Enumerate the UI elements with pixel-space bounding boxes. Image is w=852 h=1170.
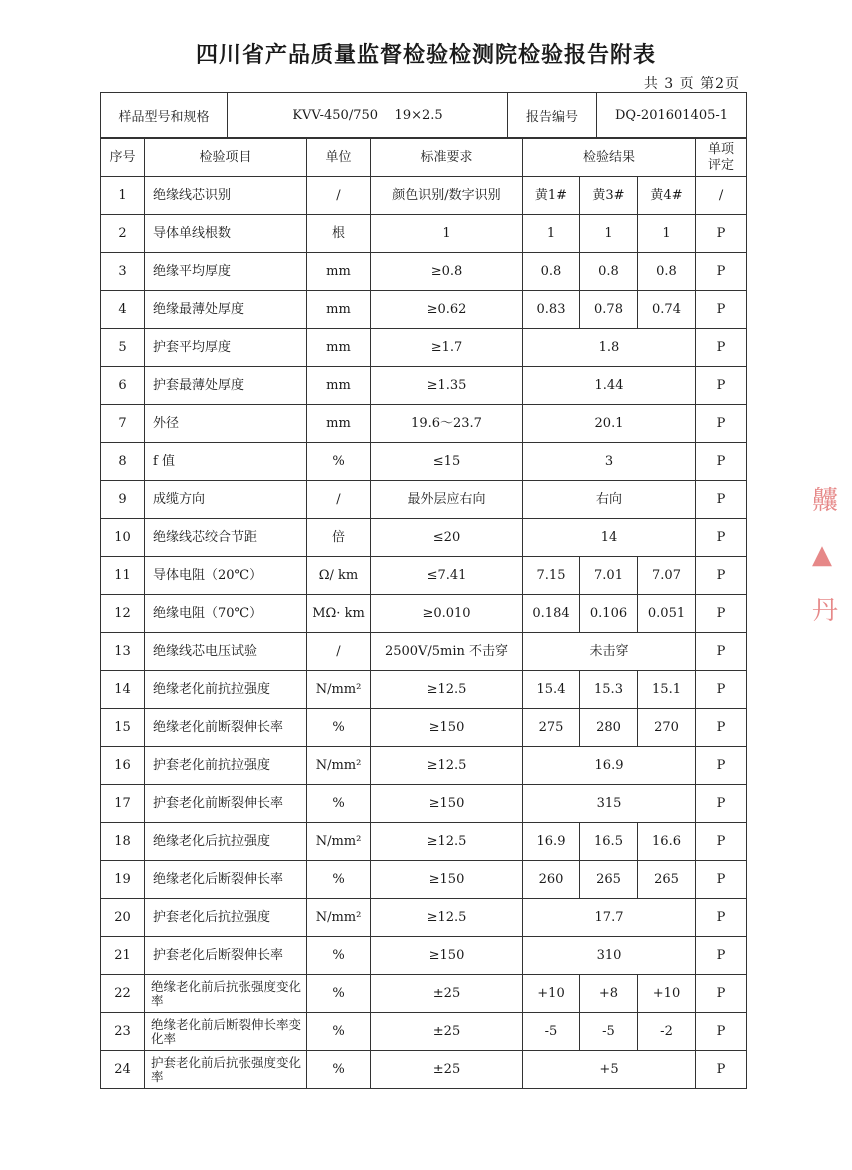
row-unit: MΩ· km <box>307 595 371 633</box>
table-row <box>101 367 747 405</box>
row-result: 0.74 <box>638 291 696 329</box>
row-result: 0.8 <box>523 253 580 291</box>
table-row <box>101 177 747 215</box>
row-number: 22 <box>101 975 145 1013</box>
table-row <box>101 785 747 823</box>
col-judge: 单项评定 <box>696 139 747 177</box>
row-item: 绝缘老化前断裂伸长率 <box>145 709 307 747</box>
table-row <box>101 861 747 899</box>
table-row <box>101 443 747 481</box>
row-standard: ≤15 <box>371 443 523 481</box>
red-stamp-mark: ▲ <box>812 540 832 570</box>
row-result: 1.44 <box>523 367 696 405</box>
row-number: 17 <box>101 785 145 823</box>
row-unit: % <box>307 861 371 899</box>
row-number: 18 <box>101 823 145 861</box>
row-number: 4 <box>101 291 145 329</box>
row-number: 7 <box>101 405 145 443</box>
table-row <box>101 747 747 785</box>
row-unit: % <box>307 709 371 747</box>
row-result: +8 <box>580 975 638 1013</box>
row-unit: mm <box>307 329 371 367</box>
row-item: 绝缘老化后抗拉强度 <box>145 823 307 861</box>
row-result: 黄1# <box>523 177 580 215</box>
row-standard: ≥0.62 <box>371 291 523 329</box>
table-row <box>101 1051 747 1089</box>
row-unit: N/mm² <box>307 747 371 785</box>
row-result: 15.3 <box>580 671 638 709</box>
row-standard: 2500V/5min 不击穿 <box>371 633 523 671</box>
row-result: 265 <box>580 861 638 899</box>
report-number-value: DQ-201601405-1 <box>597 93 747 138</box>
row-number: 5 <box>101 329 145 367</box>
row-item: 护套老化后断裂伸长率 <box>145 937 307 975</box>
row-standard: ±25 <box>371 1013 523 1051</box>
row-standard: ≤20 <box>371 519 523 557</box>
table-row <box>101 1013 747 1051</box>
row-item: 绝缘老化前后断裂伸长率变化率 <box>145 1013 307 1051</box>
row-result: 1.8 <box>523 329 696 367</box>
row-result: 16.5 <box>580 823 638 861</box>
table-row <box>101 481 747 519</box>
row-result: 280 <box>580 709 638 747</box>
row-judge: P <box>696 557 747 595</box>
row-number: 9 <box>101 481 145 519</box>
row-standard: ≥12.5 <box>371 823 523 861</box>
row-result: 15.4 <box>523 671 580 709</box>
row-number: 12 <box>101 595 145 633</box>
row-standard: ±25 <box>371 1051 523 1089</box>
row-unit: / <box>307 633 371 671</box>
row-standard: 1 <box>371 215 523 253</box>
row-number: 8 <box>101 443 145 481</box>
table-row <box>101 215 747 253</box>
row-result: 7.15 <box>523 557 580 595</box>
row-number: 21 <box>101 937 145 975</box>
row-item: 绝缘平均厚度 <box>145 253 307 291</box>
row-result: 0.8 <box>638 253 696 291</box>
row-number: 3 <box>101 253 145 291</box>
row-number: 15 <box>101 709 145 747</box>
row-item: 绝缘老化后断裂伸长率 <box>145 861 307 899</box>
row-judge: P <box>696 443 747 481</box>
row-item: 绝缘最薄处厚度 <box>145 291 307 329</box>
row-unit: % <box>307 1051 371 1089</box>
row-item: 成缆方向 <box>145 481 307 519</box>
row-item: 绝缘线芯电压试验 <box>145 633 307 671</box>
row-result: 0.78 <box>580 291 638 329</box>
row-judge: P <box>696 329 747 367</box>
row-result: 265 <box>638 861 696 899</box>
report-number-label: 报告编号 <box>508 93 597 138</box>
row-result: 16.6 <box>638 823 696 861</box>
row-unit: % <box>307 937 371 975</box>
row-standard: 最外层应右向 <box>371 481 523 519</box>
row-standard: ≤7.41 <box>371 557 523 595</box>
row-item: 绝缘老化前后抗张强度变化率 <box>145 975 307 1013</box>
row-result: 7.01 <box>580 557 638 595</box>
row-standard: ≥150 <box>371 937 523 975</box>
row-result: 3 <box>523 443 696 481</box>
table-row <box>101 671 747 709</box>
row-number: 14 <box>101 671 145 709</box>
row-unit: / <box>307 481 371 519</box>
row-item: 护套老化前抗拉强度 <box>145 747 307 785</box>
row-result: 0.8 <box>580 253 638 291</box>
row-standard: 19.6～23.7 <box>371 405 523 443</box>
table-row <box>101 975 747 1013</box>
row-judge: P <box>696 671 747 709</box>
inspection-table <box>100 138 747 1089</box>
row-item: 导体电阻（20℃） <box>145 557 307 595</box>
table-row <box>101 937 747 975</box>
row-result: 310 <box>523 937 696 975</box>
row-judge: P <box>696 405 747 443</box>
row-standard: ≥12.5 <box>371 671 523 709</box>
row-result: 0.83 <box>523 291 580 329</box>
row-result: 0.106 <box>580 595 638 633</box>
row-unit: 根 <box>307 215 371 253</box>
row-result: 0.184 <box>523 595 580 633</box>
row-unit: mm <box>307 367 371 405</box>
row-unit: % <box>307 1013 371 1051</box>
red-stamp-mark: 丹 <box>812 596 839 626</box>
row-item: 导体单线根数 <box>145 215 307 253</box>
row-judge: P <box>696 291 747 329</box>
row-item: 护套老化前断裂伸长率 <box>145 785 307 823</box>
row-result: 15.1 <box>638 671 696 709</box>
row-judge: / <box>696 177 747 215</box>
table-row <box>101 519 747 557</box>
row-standard: 颜色识别/数字识别 <box>371 177 523 215</box>
row-item: f 值 <box>145 443 307 481</box>
row-unit: mm <box>307 291 371 329</box>
row-result: -5 <box>580 1013 638 1051</box>
row-number: 2 <box>101 215 145 253</box>
row-judge: P <box>696 975 747 1013</box>
row-result: 1 <box>523 215 580 253</box>
row-judge: P <box>696 1051 747 1089</box>
row-judge: P <box>696 747 747 785</box>
row-number: 20 <box>101 899 145 937</box>
row-result: 17.7 <box>523 899 696 937</box>
row-standard: ≥1.35 <box>371 367 523 405</box>
row-result: 16.9 <box>523 747 696 785</box>
col-unit: 单位 <box>307 139 371 177</box>
row-number: 13 <box>101 633 145 671</box>
row-unit: % <box>307 785 371 823</box>
row-result: 黄3# <box>580 177 638 215</box>
row-unit: N/mm² <box>307 823 371 861</box>
row-result: -2 <box>638 1013 696 1051</box>
row-unit: mm <box>307 405 371 443</box>
row-item: 护套最薄处厚度 <box>145 367 307 405</box>
row-judge: P <box>696 481 747 519</box>
report-title: 四川省产品质量监督检验检测院检验报告附表 <box>195 43 656 68</box>
col-result: 检验结果 <box>523 139 696 177</box>
row-result: 275 <box>523 709 580 747</box>
row-result: 16.9 <box>523 823 580 861</box>
sample-info-table <box>100 92 747 138</box>
model-label: 样品型号和规格 <box>101 93 228 138</box>
row-unit: Ω/ km <box>307 557 371 595</box>
col-item: 检验项目 <box>145 139 307 177</box>
table-row <box>101 291 747 329</box>
row-judge: P <box>696 633 747 671</box>
col-seq: 序号 <box>101 139 145 177</box>
row-judge: P <box>696 595 747 633</box>
row-result: 260 <box>523 861 580 899</box>
row-standard: ≥0.010 <box>371 595 523 633</box>
row-standard: ≥0.8 <box>371 253 523 291</box>
row-item: 护套老化前后抗张强度变化率 <box>145 1051 307 1089</box>
row-number: 19 <box>101 861 145 899</box>
row-unit: N/mm² <box>307 671 371 709</box>
row-judge: P <box>696 519 747 557</box>
row-unit: mm <box>307 253 371 291</box>
row-number: 11 <box>101 557 145 595</box>
table-row <box>101 595 747 633</box>
row-item: 绝缘电阻（70℃） <box>145 595 307 633</box>
row-item: 绝缘老化前抗拉强度 <box>145 671 307 709</box>
row-result: +10 <box>523 975 580 1013</box>
row-standard: ≥150 <box>371 861 523 899</box>
row-judge: P <box>696 785 747 823</box>
row-standard: ≥1.7 <box>371 329 523 367</box>
model-value: KVV-450/750 19×2.5 <box>228 93 508 138</box>
row-unit: % <box>307 975 371 1013</box>
row-number: 24 <box>101 1051 145 1089</box>
row-number: 16 <box>101 747 145 785</box>
page-info: 共 3 页 第2页 <box>643 76 740 92</box>
row-result: +5 <box>523 1051 696 1089</box>
row-result: 270 <box>638 709 696 747</box>
table-row <box>101 709 747 747</box>
row-item: 护套老化后抗拉强度 <box>145 899 307 937</box>
row-result: 未击穿 <box>523 633 696 671</box>
row-unit: 倍 <box>307 519 371 557</box>
table-row <box>101 405 747 443</box>
row-unit: N/mm² <box>307 899 371 937</box>
row-standard: ±25 <box>371 975 523 1013</box>
row-number: 6 <box>101 367 145 405</box>
row-result: 右向 <box>523 481 696 519</box>
table-row <box>101 329 747 367</box>
table-row <box>101 253 747 291</box>
row-unit: % <box>307 443 371 481</box>
row-judge: P <box>696 367 747 405</box>
row-number: 1 <box>101 177 145 215</box>
row-result: -5 <box>523 1013 580 1051</box>
table-header-row <box>101 139 747 177</box>
row-result: 7.07 <box>638 557 696 595</box>
row-result: 黄4# <box>638 177 696 215</box>
table-row <box>101 557 747 595</box>
table-row <box>101 633 747 671</box>
row-number: 23 <box>101 1013 145 1051</box>
row-result: 1 <box>580 215 638 253</box>
table-row <box>101 899 747 937</box>
red-stamp-mark: 齉 <box>812 486 839 516</box>
row-judge: P <box>696 861 747 899</box>
row-item: 绝缘线芯绞合节距 <box>145 519 307 557</box>
row-result: +10 <box>638 975 696 1013</box>
row-result: 315 <box>523 785 696 823</box>
row-standard: ≥12.5 <box>371 899 523 937</box>
row-result: 14 <box>523 519 696 557</box>
row-judge: P <box>696 215 747 253</box>
row-standard: ≥150 <box>371 709 523 747</box>
row-standard: ≥12.5 <box>371 747 523 785</box>
row-item: 护套平均厚度 <box>145 329 307 367</box>
row-standard: ≥150 <box>371 785 523 823</box>
row-judge: P <box>696 899 747 937</box>
row-unit: / <box>307 177 371 215</box>
row-result: 0.051 <box>638 595 696 633</box>
row-judge: P <box>696 709 747 747</box>
row-result: 1 <box>638 215 696 253</box>
row-item: 外径 <box>145 405 307 443</box>
row-number: 10 <box>101 519 145 557</box>
col-standard: 标准要求 <box>371 139 523 177</box>
row-result: 20.1 <box>523 405 696 443</box>
table-row <box>101 823 747 861</box>
row-item: 绝缘线芯识别 <box>145 177 307 215</box>
row-judge: P <box>696 253 747 291</box>
row-judge: P <box>696 1013 747 1051</box>
row-judge: P <box>696 823 747 861</box>
row-judge: P <box>696 937 747 975</box>
